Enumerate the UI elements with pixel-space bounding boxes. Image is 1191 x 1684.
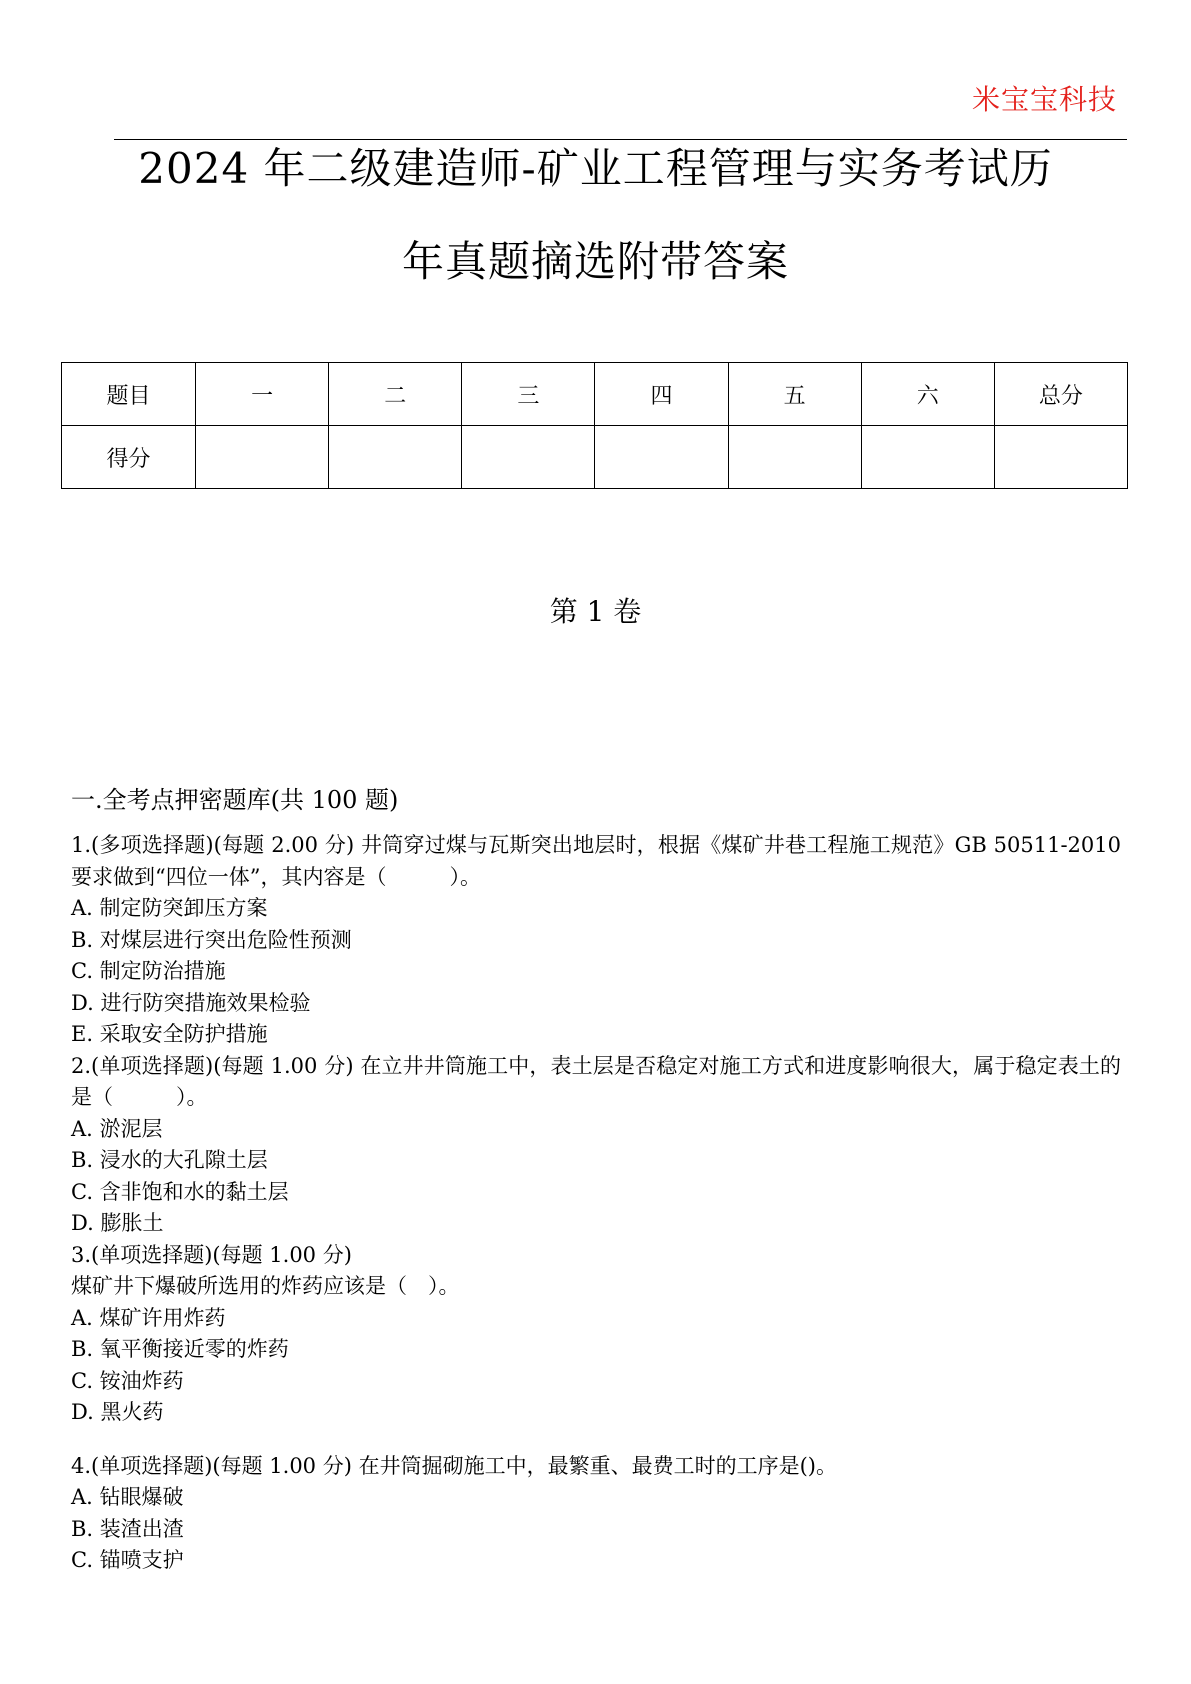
question-option: E. 采取安全防护措施 [71,1022,268,1046]
question-option: B. 浸水的大孔隙土层 [71,1148,268,1172]
score-cell-empty [994,426,1127,489]
brand-label: 米宝宝科技 [971,83,1117,116]
score-header-cell: 总分 [994,363,1127,426]
score-cell-empty [329,426,462,489]
score-header-cell: 六 [861,363,994,426]
question-stem: 1.(多项选择题)(每题 2.00 分) 井筒穿过煤与瓦斯突出地层时，根据《煤矿井巷工程施工规范》GB 50511-2010 要求做到“四位一体”，其内容是（ ）。 [71,833,1121,889]
question-option: C. 含非饱和水的黏土层 [71,1179,289,1204]
question-option: B. 氧平衡接近零的炸药 [71,1337,289,1361]
question-option: D. 黑火药 [71,1400,164,1424]
score-cell-empty [861,426,994,489]
score-table-header-row [62,363,1128,426]
score-header-cell: 三 [462,363,595,426]
score-header-cell: 五 [728,363,861,426]
question-option: A. 煤矿许用炸药 [71,1305,226,1330]
score-row-label: 得分 [62,426,196,489]
volume-label: 第 1 卷 [549,595,642,628]
question-option: D. 进行防突措施效果检验 [71,990,311,1015]
question-option: B. 对煤层进行突出危险性预测 [71,927,352,952]
score-cell-empty [196,426,329,489]
score-header-cell: 二 [329,363,462,426]
header-rule [114,139,1127,140]
question-list [71,830,1121,1577]
question-option: C. 锚喷支护 [71,1548,184,1572]
question-option: B. 装渣出渣 [71,1516,184,1541]
question-stem: 4.(单项选择题)(每题 1.00 分) 在井筒掘砌施工中，最繁重、最费工时的工序是()。 [71,1453,837,1478]
question-spacer [71,1429,1121,1451]
question-option: A. 淤泥层 [71,1116,163,1141]
question-stem: 2.(单项选择题)(每题 1.00 分) 在立井井筒施工中，表土层是否稳定对施工方式和进度影响很大，属于稳定表土的是（ ）。 [71,1053,1121,1109]
score-table-score-row [62,426,1128,489]
question-stem: 3.(单项选择题)(每题 1.00 分) [71,1242,352,1267]
section-title: 一.全考点押密题库(共 100 题) [71,786,399,814]
score-cell-empty [462,426,595,489]
document-title-line1: 2024 年二级建造师-矿业工程管理与实务考试历 [138,144,1053,193]
score-header-cell: 题目 [62,363,196,426]
question-option: C. 制定防治措施 [71,959,226,983]
question-option: D. 膨胀土 [71,1211,164,1235]
score-cell-empty [728,426,861,489]
score-header-cell: 一 [196,363,329,426]
question-item [71,830,1121,1051]
question-item [71,1451,1121,1577]
document-title-line2: 年真题摘选附带答案 [401,237,789,286]
question-option: A. 钻眼爆破 [71,1485,184,1509]
question-option: A. 制定防突卸压方案 [71,896,268,920]
question-item [71,1051,1121,1240]
score-cell-empty [595,426,728,489]
question-option: C. 铵油炸药 [71,1368,184,1393]
question-text: 煤矿井下爆破所选用的炸药应该是（ ）。 [71,1274,460,1298]
question-item [71,1240,1121,1429]
score-header-cell: 四 [595,363,728,426]
score-table [61,362,1128,489]
